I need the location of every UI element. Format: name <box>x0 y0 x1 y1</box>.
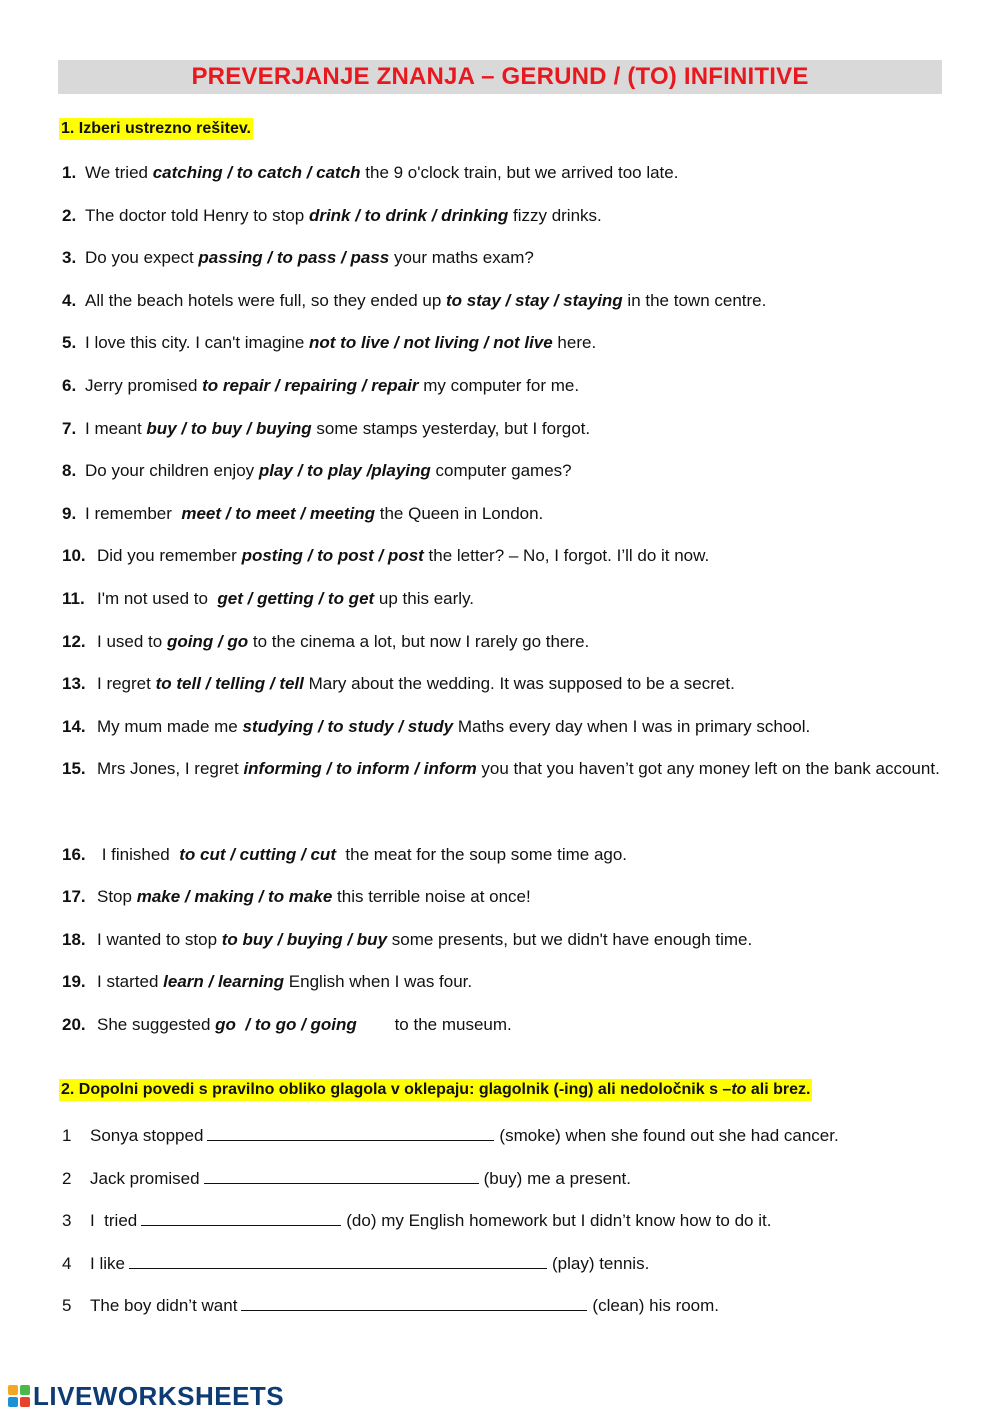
item-text: (smoke) when she found out she had cancer. <box>499 1126 839 1145</box>
item-text: (play) tennis. <box>551 1253 650 1273</box>
question-text: to the museum. <box>356 1014 512 1034</box>
question-text: I used to <box>97 631 167 651</box>
question-text: I started <box>97 972 164 992</box>
question-text: I love this city. I can't imagine <box>85 333 310 353</box>
question-number: 18. <box>62 929 86 949</box>
question-text: computer games? <box>430 461 572 481</box>
section2-heading-to: to <box>731 1081 747 1098</box>
question-item <box>62 588 952 631</box>
liveworksheets-logo-icon <box>8 1385 30 1407</box>
question-item <box>62 290 952 333</box>
item-number: 3 <box>62 1211 72 1231</box>
question-number: 3. <box>62 248 77 268</box>
question-number: 17. <box>62 887 86 907</box>
question-text: All the beach hotels were full, so they ended up <box>85 290 447 310</box>
section2-heading-text: 2. Dopolni povedi s pravilno obliko glagola v oklepaju: glagolnik (-ing) ali nedoločnik s – <box>61 1081 732 1098</box>
answer-options[interactable]: informing / to inform / inform <box>243 758 477 778</box>
question-item <box>62 460 952 503</box>
question-item <box>62 375 952 418</box>
answer-options[interactable]: posting / to post / post <box>241 546 424 566</box>
answer-options[interactable]: going / go <box>166 631 249 651</box>
question-number: 11. <box>62 588 85 608</box>
question-text: I finished <box>97 844 180 864</box>
question-number: 19. <box>62 972 86 992</box>
answer-options[interactable]: make / making / to make <box>136 887 333 907</box>
fill-item <box>62 1210 952 1253</box>
question-number: 16. <box>62 844 86 864</box>
item-number: 1 <box>62 1126 72 1145</box>
question-text: Do your children enjoy <box>85 461 259 481</box>
question-text: to the cinema a lot, but now I rarely go there. <box>248 631 590 651</box>
question-text: The doctor told Henry to stop <box>85 205 309 225</box>
question-item <box>62 545 952 588</box>
item-text: I tried <box>90 1211 138 1231</box>
question-text: you that you haven’t got any money left on the bank account. <box>476 758 940 778</box>
question-number: 9. <box>62 503 77 523</box>
question-text: I meant <box>85 418 147 438</box>
answer-options[interactable]: learn / learning <box>163 972 285 992</box>
answer-blank[interactable] <box>207 1125 494 1141</box>
fill-item <box>62 1295 952 1338</box>
section2-heading-text: ali brez. <box>746 1081 811 1098</box>
question-item <box>62 929 952 972</box>
question-text: up this early. <box>374 588 475 608</box>
item-text: Jack promised <box>90 1168 200 1188</box>
answer-options[interactable]: catching / to catch / catch <box>152 163 361 182</box>
page-title: PREVERJANJE ZNANJA – GERUND / (TO) INFINITIVE <box>191 63 809 90</box>
answer-options[interactable]: passing / to pass / pass <box>198 248 390 268</box>
answer-blank[interactable] <box>241 1295 587 1311</box>
item-number: 4 <box>62 1253 72 1273</box>
question-text: the letter? – No, I forgot. I’ll do it now. <box>423 546 710 566</box>
question-text: the Queen in London. <box>375 503 544 523</box>
question-item <box>62 503 952 546</box>
item-number: 2 <box>62 1168 72 1188</box>
answer-options[interactable]: not to live / not living / not live <box>309 333 553 353</box>
item-text: I like <box>90 1253 125 1273</box>
question-text: Stop <box>97 887 137 907</box>
question-text: this terrible noise at once! <box>332 887 531 907</box>
answer-options[interactable]: play / to play /playing <box>258 461 431 481</box>
answer-options[interactable]: to buy / buying / buy <box>221 929 388 949</box>
footer-logo[interactable] <box>8 1381 284 1411</box>
question-text: some presents, but we didn't have enough time. <box>387 929 753 949</box>
item-text: Sonya stopped <box>90 1126 204 1145</box>
question-text: fizzy drinks. <box>508 205 602 225</box>
fill-item <box>62 1253 952 1296</box>
item-number: 5 <box>62 1296 72 1316</box>
question-text: your maths exam? <box>389 248 534 268</box>
question-text: Do you expect <box>85 248 199 268</box>
item-text: (clean) his room. <box>592 1296 720 1316</box>
brand-name: LIVEWORKSHEETS <box>33 1380 285 1411</box>
item-text: (buy) me a present. <box>483 1168 632 1188</box>
question-item <box>62 673 952 716</box>
section2-heading <box>59 1079 812 1101</box>
logo-square <box>20 1385 30 1395</box>
section1-heading: 1. Izberi ustrezno rešitev. <box>59 118 253 140</box>
question-item <box>62 631 952 674</box>
question-item <box>62 162 952 205</box>
question-item <box>62 758 952 843</box>
question-text: Mary about the wedding. It was supposed to be a secret. <box>303 674 735 694</box>
question-number: 5. <box>62 333 77 353</box>
answer-options[interactable]: to cut / cutting / cut <box>179 844 336 864</box>
question-number: 12. <box>62 631 86 651</box>
answer-options[interactable]: meet / to meet / meeting <box>181 503 376 523</box>
answer-options[interactable]: studying / to study / study <box>242 716 454 736</box>
section1-list <box>62 162 952 1056</box>
question-text: I wanted to stop <box>97 929 222 949</box>
answer-options[interactable]: to repair / repairing / repair <box>202 375 419 395</box>
answer-blank[interactable] <box>141 1210 341 1226</box>
fill-item <box>62 1168 952 1211</box>
question-number: 6. <box>62 375 77 395</box>
question-text: I'm not used to <box>97 588 218 608</box>
question-item <box>62 205 952 248</box>
logo-square <box>20 1397 30 1407</box>
question-number: 10. <box>62 546 86 566</box>
logo-square <box>8 1397 18 1407</box>
question-text: Mrs Jones, I regret <box>97 758 244 778</box>
answer-blank[interactable] <box>204 1168 479 1184</box>
answer-options[interactable]: buy / to buy / buying <box>146 418 312 438</box>
answer-options[interactable]: go / to go / going <box>215 1014 357 1034</box>
question-item <box>62 332 952 375</box>
question-text: My mum made me <box>97 716 243 736</box>
question-text: the 9 o'clock train, but we arrived too late. <box>360 163 679 182</box>
question-text: We tried <box>85 163 153 182</box>
question-text: I regret <box>97 674 156 694</box>
question-number: 15. <box>62 759 86 779</box>
question-number: 2. <box>62 205 77 225</box>
answer-blank[interactable] <box>129 1253 547 1269</box>
fill-item <box>62 1125 952 1168</box>
question-item <box>62 886 952 929</box>
question-text: Jerry promised <box>85 375 203 395</box>
question-number: 1. <box>62 163 77 182</box>
question-item <box>62 844 952 887</box>
question-item <box>62 418 952 461</box>
question-text: I remember <box>85 503 182 523</box>
question-text: some stamps yesterday, but I forgot. <box>311 418 591 438</box>
answer-options[interactable]: to stay / stay / staying <box>446 290 623 310</box>
answer-options[interactable]: get / getting / to get <box>217 588 375 608</box>
question-number: 13. <box>62 674 86 694</box>
question-text: Did you remember <box>97 546 242 566</box>
question-text: in the town centre. <box>622 290 767 310</box>
section2-list <box>62 1125 952 1338</box>
logo-square <box>8 1385 18 1395</box>
answer-options[interactable]: drink / to drink / drinking <box>308 205 509 225</box>
question-number: 20. <box>62 1014 86 1034</box>
question-number: 8. <box>62 461 77 481</box>
question-item <box>62 1014 952 1057</box>
question-text: my computer for me. <box>418 375 580 395</box>
item-text: The boy didn’t want <box>90 1296 238 1316</box>
question-number: 4. <box>62 290 77 310</box>
question-number: 14. <box>62 716 86 736</box>
question-text: here. <box>552 333 597 353</box>
question-item <box>62 247 952 290</box>
title-bar <box>58 60 942 94</box>
question-text: She suggested <box>97 1014 216 1034</box>
question-text: the meat for the soup some time ago. <box>335 844 628 864</box>
question-number: 7. <box>62 418 77 438</box>
question-text: English when I was four. <box>284 972 473 992</box>
question-text: Maths every day when I was in primary school. <box>453 716 811 736</box>
question-item <box>62 971 952 1014</box>
answer-options[interactable]: to tell / telling / tell <box>155 674 304 694</box>
item-text: (do) my English homework but I didn’t know how to do it. <box>346 1211 772 1231</box>
